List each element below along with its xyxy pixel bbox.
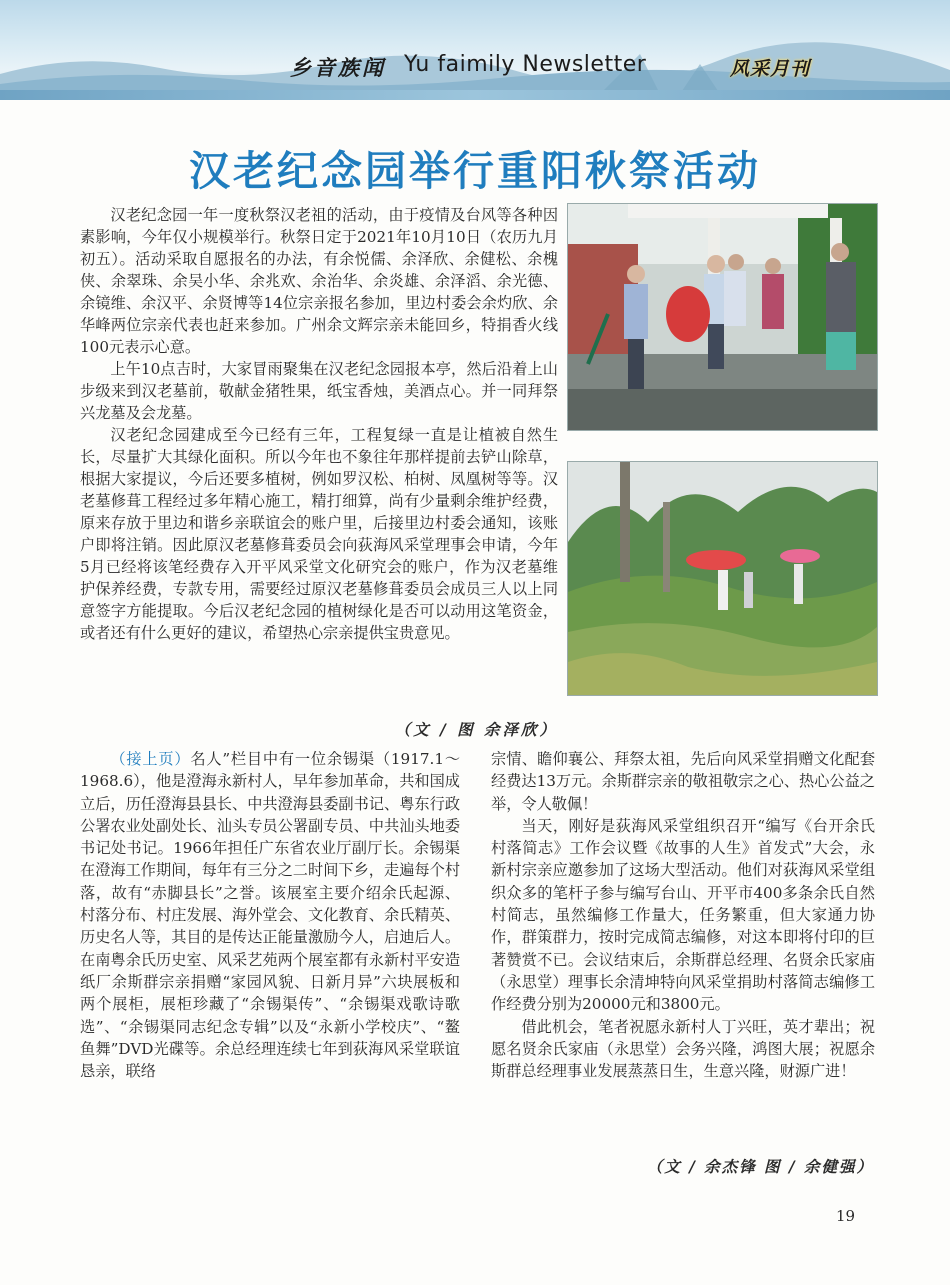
article2-paragraph-text: 名人”栏目中有一位余锡渠（1917.1～1968.6），他是澄海永新村人，早年参加革命，共和国成立后，历任澄海县县长、中共澄海县委副书记、粤东行政公署农业处副处长、汕头专员公署副专员、中共汕头地委书记处书记。1966年担任广东省农业厅副厅长。余锡渠在澄海工作期间，每年有三分之二时间下乡，走遍每个村落，故有“赤脚县长”之誉。该展室主要介绍余氏起源、村落分布、村庄发展、海外堂会、文化教育、余氏精英、历史名人等，其目的是传达正能量激励今人，启迪后人。在南粤余氏历史室、风采艺苑两个展室都有永新村平安造纸厂余斯群宗亲捐赠“家园风貌、日新月异”六块展板和两个展柜，展柜珍藏了“余锡渠传”、“余锡渠戏歌诗歌选”、“余锡渠同志纪念专辑”以及“永新小学校庆”、“鳌鱼舞”DVD光碟等。余总经理连续七年到荻海风采堂联谊恳亲，联络 [80,750,461,1081]
header-chinese-title: 乡音族闻 [290,56,386,80]
header-banner [0,0,950,100]
article1-paragraph: 汉老纪念园建成至今已经有三年，工程复绿一直是让植被自然生长，尽量扩大其绿化面积。所以今年也不象往年那样提前去铲山除草，根据大家提议，今后还要多植树，例如罗汉松、柏树、凤凰树等等。汉老墓修葺工程经过多年精心施工，精打细算，尚有少量剩余维护经费，原来存放于里边和谐乡亲联谊会的账户里，后接里边村委会通知，该账户即将注销。因此原汉老墓修葺委员会向荻海风采堂理事会申请，今年5月已经将该笔经费存入开平风采堂文化研究会的账户，作为汉老墓维护保养经费，专款专用，需要经过原汉老墓修葺委员会成员三人以上同意签字方能提取。今后汉老纪念园的植树绿化是否可以动用这笔资金，或者还有什么更好的建议，希望热心宗亲提供宝贵意见。 [80,426,558,642]
article1-body [80,204,558,644]
article2-paragraph [80,748,460,1082]
header-tag: 风采月刊 [730,58,811,80]
banner-strip [0,90,950,100]
article2-paragraph: 宗情、瞻仰襄公、拜祭太祖，先后向风采堂捐赠文化配套经费达13万元。余斯群宗亲的敬祖敬宗之心、热心公益之举，令人敬佩！ [491,750,875,813]
article1-paragraph: 上午10点吉时，大家冒雨聚集在汉老纪念园报本亭，然后沿着上山步级来到汉老墓前，敬献金猪牲果，纸宝香烛，美酒点心。并一同拜祭兴龙墓及会龙墓。 [80,360,558,422]
photo-hillside [567,461,878,696]
article-title: 汉老纪念园举行重阳秋祭活动 [189,147,761,195]
article2-left-column [80,748,460,1082]
article2-paragraph: 借此机会，笔者祝愿永新村人丁兴旺，英才辈出；祝愿名贤余氏家庙（永思堂）会务兴隆，鸿图大展；祝愿余斯群总经理事业发展蒸蒸日生，生意兴隆，财源广进！ [491,1017,875,1081]
continued-label: （接上页） [110,750,191,768]
page-number: 19 [836,1207,856,1225]
article1-paragraph: 汉老纪念园一年一度秋祭汉老祖的活动，由于疫情及台风等各种因素影响，今年仅小规模举行。秋祭日定于2021年10月10日（农历九月初五）。活动采取自愿报名的办法，有余悦儒、余泽欣、余健松、余槐侠、余翠珠、余吴小华、余兆欢、余治华、余炎雄、余泽滔、余光德、余镜维、余汉平、余贤博等14位宗亲报名参加，里边村委会余灼欣、余华峰两位宗亲代表也赶来参加。广州余文辉宗亲未能回乡，特捐香火线100元表示心意。 [80,206,558,356]
article1-byline: （文 / 图 余泽欣） [394,720,558,739]
article2-byline: （文 / 余杰锋 图 / 余健强） [646,1157,874,1176]
photo-pavilion [567,203,878,431]
article2-paragraph: 当天，刚好是荻海风采堂组织召开“编写《台开余氏村落简志》工作会议暨《故事的人生》首发式”大会，永新村宗亲应邀参加了这场大型活动。他们对荻海风采堂组织众多的笔杆子参与编写台山、开平市400多条余氏自然村简志，虽然编修工作量大，任务繁重，但大家通力协作，群策群力，按时完成简志编修，对这本即将付印的巨著赞赏不已。会议结束后，余斯群总经理、名贤余氏家庙（永思堂）理事长余清坤特向风采堂捐助村落简志编修工作经费分别为20000元和3800元。 [491,816,875,1014]
header-english-title: Yu faimily Newsletter [404,52,647,77]
article2-right-column [491,748,875,1082]
